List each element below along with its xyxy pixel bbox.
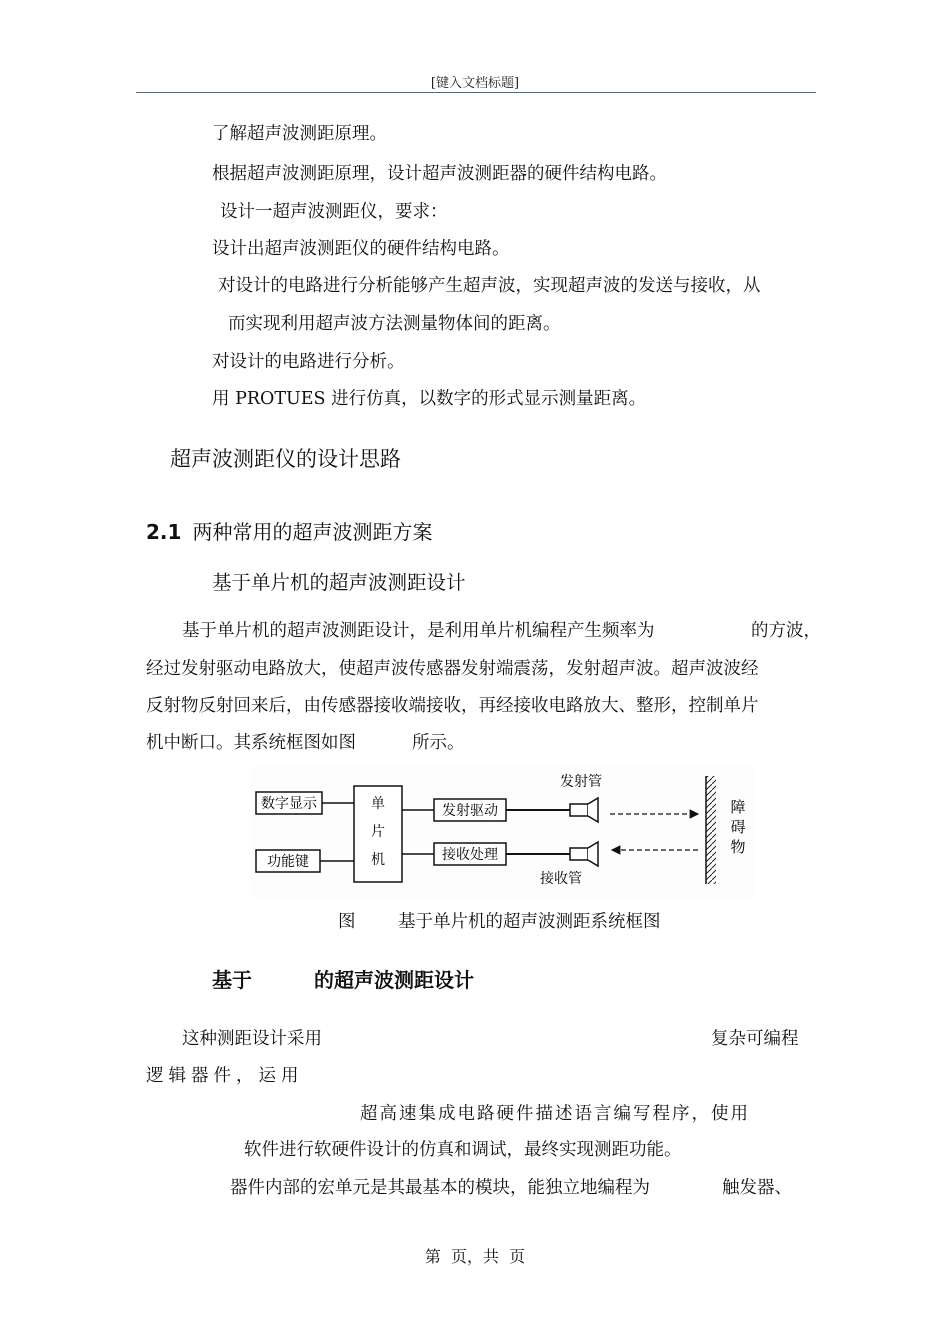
cpld-para-line-5-left: 器件内部的宏单元是其最基本的模块，能独立地编程为 bbox=[230, 1178, 650, 1198]
requirement-item-1: 了解超声波测距原理。 bbox=[212, 124, 387, 144]
mcu-block bbox=[354, 786, 402, 882]
requirement-item-5-line-1: 对设计的电路进行分析能够产生超声波，实现超声波的发送与接收，从 bbox=[218, 276, 761, 296]
mcu-char-1: 单 bbox=[371, 796, 385, 812]
obstacle-wall-icon bbox=[706, 776, 716, 884]
mcu-char-3: 机 bbox=[371, 852, 385, 868]
transmitter-label: 发射管 bbox=[560, 774, 602, 790]
function-keys-label: 功能键 bbox=[267, 854, 309, 870]
obstacle-char-3: 物 bbox=[730, 838, 746, 856]
requirement-item-3: 设计一超声波测距仪，要求： bbox=[220, 202, 448, 222]
mcu-para-line-2: 经过发射驱动电路放大，使超声波传感器发射端震荡，发射超声波。超声波波经 bbox=[146, 659, 759, 679]
requirement-item-5-line-2: 而实现利用超声波方法测量物体间的距离。 bbox=[228, 314, 561, 334]
cpld-para-line-4: 软件进行软硬件设计的仿真和调试，最终实现测距功能。 bbox=[244, 1140, 682, 1160]
receiver-transducer-icon bbox=[570, 842, 598, 866]
cpld-scheme-heading-left: 基于 bbox=[212, 968, 252, 992]
figure-caption-text: 基于单片机的超声波测距系统框图 bbox=[398, 912, 661, 932]
requirement-item-2: 根据超声波测距原理，设计超声波测距器的硬件结构电路。 bbox=[212, 164, 667, 184]
transmit-driver-block bbox=[434, 799, 506, 821]
transmit-driver-label: 发射驱动 bbox=[442, 803, 498, 819]
section-2-heading: 超声波测距仪的设计思路 bbox=[170, 447, 401, 471]
block-diagram bbox=[250, 766, 756, 898]
receiver-label: 接收管 bbox=[540, 871, 582, 887]
section-2-1-heading bbox=[146, 516, 433, 545]
header-divider bbox=[136, 92, 816, 93]
cpld-para-line-3: 超高速集成电路硬件描述语言编写程序，使用 bbox=[360, 1104, 750, 1124]
mcu-para-line-1-left: 基于单片机的超声波测距设计，是利用单片机编程产生频率为 bbox=[182, 621, 655, 641]
digital-display-label: 数字显示 bbox=[261, 796, 317, 812]
requirement-item-7: 用 PROTUES 进行仿真，以数字的形式显示测量距离。 bbox=[212, 389, 647, 409]
digital-display-block bbox=[256, 792, 322, 814]
mcu-para-line-4-right: 所示。 bbox=[412, 733, 465, 753]
section-2-1-title: 两种常用的超声波测距方案 bbox=[192, 520, 433, 544]
obstacle-char-1: 障 bbox=[730, 798, 746, 816]
cpld-para-line-2: 逻辑器件，运用 bbox=[146, 1066, 304, 1086]
receive-processing-label: 接收处理 bbox=[442, 847, 498, 863]
requirement-item-4: 设计出超声波测距仪的硬件结构电路。 bbox=[212, 239, 510, 259]
cpld-para-line-1-right: 复杂可编程 bbox=[711, 1029, 799, 1049]
page-footer: 第 页，共 页 bbox=[424, 1247, 526, 1266]
cpld-scheme-heading-right: 的超声波测距设计 bbox=[314, 968, 474, 992]
figure-caption-prefix: 图 bbox=[338, 912, 356, 932]
receive-processing-block bbox=[434, 843, 506, 865]
mcu-char-2: 片 bbox=[371, 824, 385, 840]
cpld-para-line-5-right: 触发器、 bbox=[722, 1178, 792, 1198]
function-keys-block bbox=[256, 850, 320, 872]
section-2-1-number: 2.1 bbox=[146, 520, 182, 544]
cpld-para-line-1-left: 这种测距设计采用 bbox=[182, 1029, 322, 1049]
mcu-para-line-3: 反射物反射回来后，由传感器接收端接收，再经接收电路放大、整形，控制单片 bbox=[146, 696, 759, 716]
mcu-para-line-4-left: 机中断口。其系统框图如图 bbox=[146, 733, 356, 753]
transmitter-transducer-icon bbox=[570, 798, 598, 822]
document-header-title: [键入文档标题] bbox=[430, 76, 520, 91]
obstacle-char-2: 碍 bbox=[730, 818, 746, 836]
requirement-item-6: 对设计的电路进行分析。 bbox=[212, 352, 405, 372]
mcu-scheme-heading: 基于单片机的超声波测距设计 bbox=[212, 571, 466, 594]
mcu-para-line-1-right: 的方波， bbox=[751, 621, 821, 641]
